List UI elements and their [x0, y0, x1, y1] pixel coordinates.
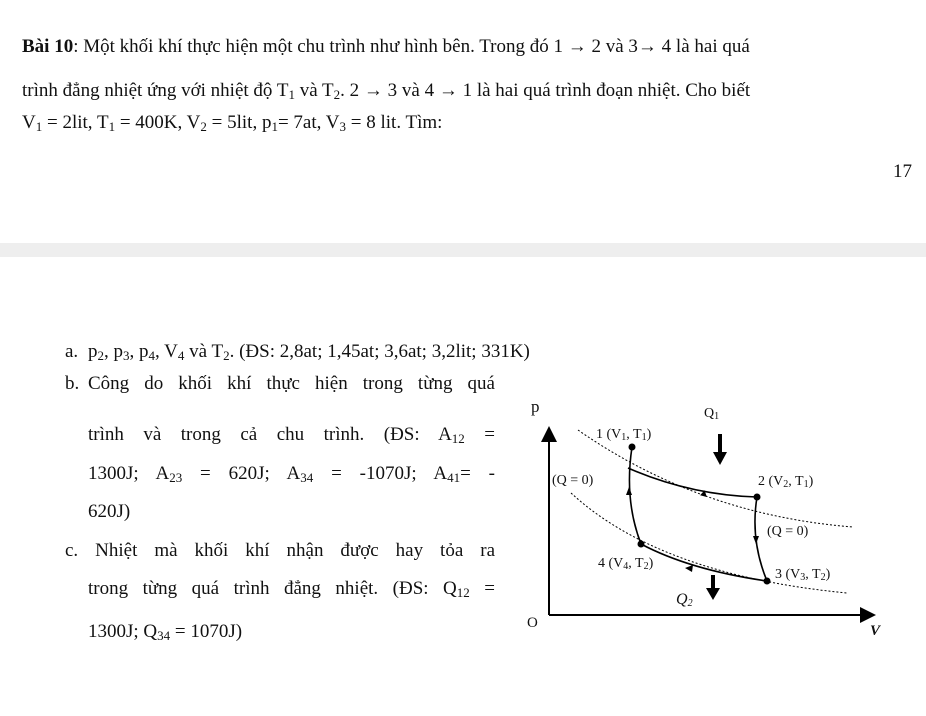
subscript: 2 — [97, 348, 104, 363]
text-segment: = 8 lit. Tìm: — [346, 112, 443, 133]
text-segment: = — [464, 424, 495, 445]
question-b-marker: b. — [65, 373, 80, 394]
q1-label — [704, 407, 719, 424]
q2-label — [676, 593, 693, 611]
text-segment: trình và trong cả chu trình. (ĐS: A — [88, 424, 452, 445]
p-axis-label: p — [531, 397, 540, 416]
subscript: 4 — [623, 561, 629, 572]
subscript: 2 — [223, 348, 230, 363]
point-2 — [754, 494, 761, 501]
text-segment: 3 (V — [775, 567, 801, 582]
subscript: 12 — [451, 431, 465, 446]
text-segment: ) — [646, 427, 652, 442]
text-segment: p — [88, 341, 98, 362]
text-segment: , T — [626, 427, 642, 442]
subscript: 12 — [456, 585, 470, 600]
text-segment: = 5lit, p — [206, 112, 272, 133]
subscript: 41 — [447, 470, 461, 485]
text-segment: và T — [184, 341, 224, 362]
text-segment: ) — [648, 556, 654, 571]
text-segment: . 2 → 3 và 4 → 1 là hai quá trình đoạn nhiệt. Cho biết — [340, 80, 751, 101]
text-segment: 4 (V — [598, 556, 624, 571]
v-axis-label: V — [870, 623, 881, 639]
text-segment: , p — [104, 341, 123, 362]
point-2-label — [758, 475, 813, 492]
point-3-label — [775, 568, 830, 585]
text-segment: V — [22, 112, 36, 133]
text-segment: 1 (V — [596, 427, 622, 442]
origin-label: O — [527, 615, 538, 631]
subscript: 4 — [177, 348, 185, 363]
adiabat-4-1 — [629, 447, 641, 544]
subscript: 2 — [643, 561, 649, 572]
subscript: 1 — [803, 479, 809, 490]
subscript: 4 — [148, 348, 155, 363]
isotherm-1-2 — [628, 468, 757, 497]
text-segment: trình đẳng nhiệt ứng với nhiệt độ T — [22, 80, 289, 101]
text-segment: và T — [294, 80, 334, 101]
text-segment: Công do khối khí thực hiện trong từng quá — [88, 373, 495, 394]
text-segment: ) — [825, 567, 831, 582]
text-segment: = — [469, 578, 495, 599]
text-segment: = -1070J; A — [313, 463, 448, 484]
point-1-label — [596, 428, 651, 445]
subscript: 3 — [339, 119, 347, 134]
subscript: 23 — [169, 470, 183, 485]
subscript: 2 — [820, 572, 826, 583]
text-segment: = 1070J) — [170, 621, 243, 642]
direction-arrow-4-1 — [626, 487, 632, 495]
text-segment: 620J) — [88, 501, 131, 522]
point-4-label — [598, 557, 653, 574]
text-segment: 2 (V — [758, 474, 784, 489]
text-segment: ) — [808, 474, 814, 489]
subscript: 34 — [300, 470, 314, 485]
text-segment: 1300J; A — [88, 463, 170, 484]
subscript: 34 — [157, 628, 171, 643]
text-segment: Bài 10 — [22, 36, 74, 57]
subscript: 3 — [800, 572, 806, 583]
subscript: 2 — [200, 119, 207, 134]
text-segment: . (ĐS: 2,8at; 1,45at; 3,6at; 3,2lit; 331K) — [229, 341, 530, 362]
direction-arrow-3-4 — [685, 565, 693, 572]
question-a-marker: a. — [65, 341, 79, 362]
text-segment: , V — [155, 341, 178, 362]
page-number: 17 — [893, 161, 912, 182]
text-segment: c. Nhiệt mà khối khí nhận được hay tỏa ra — [65, 540, 495, 561]
subscript: 1 — [108, 119, 116, 134]
text-segment: : Một khối khí thực hiện một chu trình như hình bên. Trong đó 1 → 2 và 3→ 4 là hai quá — [73, 36, 750, 57]
text-segment: = 7at, V — [277, 112, 340, 133]
adiabat-right-label: (Q = 0) — [767, 524, 809, 539]
text-segment: , T — [628, 556, 644, 571]
subscript: 1 — [641, 432, 647, 443]
subscript: 2 — [783, 479, 789, 490]
text-segment: = 620J; A — [182, 463, 301, 484]
subscript: 1 — [271, 119, 278, 134]
text-segment: Q — [704, 406, 715, 421]
text-segment: trong từng quá trình đẳng nhiệt. (ĐS: Q — [88, 578, 457, 599]
subscript: 1 — [288, 87, 295, 102]
subscript: 2 — [687, 598, 693, 609]
text-segment: , T — [805, 567, 821, 582]
text-segment: , T — [788, 474, 804, 489]
text-segment: = 2lit, T — [42, 112, 109, 133]
text-segment: , p — [129, 341, 149, 362]
adiabat-left-label: (Q = 0) — [552, 473, 594, 488]
point-4 — [638, 541, 645, 548]
subscript: 3 — [123, 348, 130, 363]
text-segment: = 400K, V — [115, 112, 201, 133]
text-segment: Q — [676, 591, 688, 608]
subscript: 1 — [714, 411, 720, 422]
heat-in-arrow-icon — [713, 434, 727, 465]
text-segment: = - — [460, 463, 496, 484]
heat-out-arrow-icon — [706, 575, 720, 600]
subscript: 2 — [333, 87, 341, 102]
point-3 — [764, 578, 771, 585]
subscript: 1 — [621, 432, 627, 443]
subscript: 1 — [35, 119, 43, 134]
text-segment: 1300J; Q — [88, 621, 158, 642]
direction-arrow-2-3 — [753, 536, 759, 544]
